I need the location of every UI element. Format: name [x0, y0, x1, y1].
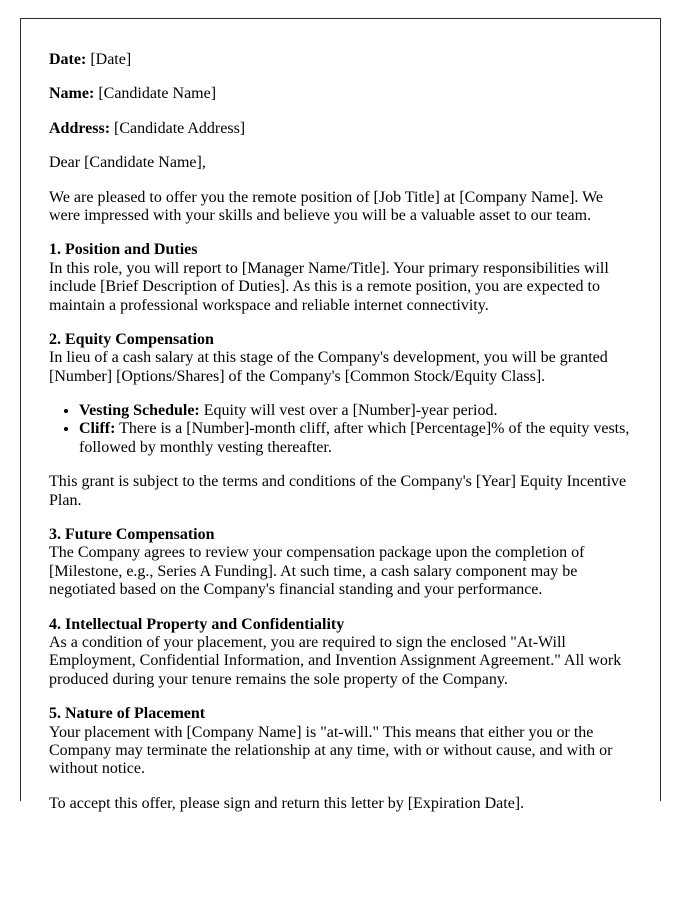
- section-2-heading: 2. Equity Compensation: [49, 330, 214, 348]
- section-ip-confidentiality: [49, 616, 632, 690]
- salutation: Dear [Candidate Name],: [49, 154, 206, 172]
- name-value: [Candidate Name]: [98, 85, 217, 103]
- address-label: Address:: [49, 119, 111, 137]
- vesting-schedule-text: Equity will vest over a [Number]-year period.: [203, 402, 498, 420]
- date-field: [49, 51, 632, 69]
- section-4-body: As a condition of your placement, you are required to sign the enclosed "At-Will Employment, Confidential Information, and Invention Assignment Agreement." All work produced during your tenure remains the sole property of the Company.: [49, 633, 622, 688]
- section-1-body: In this role, you will report to [Manager Name/Title]. Your primary responsibilities will include [Brief Description of Duties]. As this is a remote position, you are expected to maintain a professional workspace and reliable internet connectivity.: [49, 259, 609, 314]
- cliff-label: Cliff:: [79, 420, 116, 438]
- section-equity-compensation: [49, 331, 632, 386]
- section-future-compensation: [49, 526, 632, 600]
- section-5-heading: 5. Nature of Placement: [49, 705, 206, 723]
- equity-bullet-list: [49, 402, 632, 457]
- grant-note-paragraph: This grant is subject to the terms and conditions of the Company's [Year] Equity Incentive Plan.: [49, 473, 627, 509]
- section-position-and-duties: [49, 241, 632, 315]
- section-1-heading: 1. Position and Duties: [49, 241, 198, 259]
- offer-letter-document: [20, 18, 661, 812]
- name-field: [49, 85, 632, 103]
- vesting-schedule-label: Vesting Schedule:: [79, 402, 200, 420]
- section-nature-of-placement: [49, 705, 632, 779]
- cliff-text: There is a [Number]-month cliff, after which [Percentage]% of the equity vests, followed by monthly vesting thereafter.: [79, 420, 630, 456]
- list-item: [79, 402, 632, 420]
- name-label: Name:: [49, 85, 95, 103]
- closing-paragraph: To accept this offer, please sign and return this letter by [Expiration Date].: [49, 794, 525, 812]
- date-label: Date:: [49, 51, 87, 68]
- section-3-body: The Company agrees to review your compensation package upon the completion of [Milestone, e.g., Series A Funding]. At such time, a cash salary component may be negotiated based on the Company's financial standing and your performance.: [49, 544, 585, 599]
- date-value: [Date]: [90, 51, 132, 68]
- address-value: [Candidate Address]: [114, 119, 246, 137]
- section-5-body: Your placement with [Company Name] is "at-will." This means that either you or the Company may terminate the relationship at any time, with or without cause, and with or without notice.: [49, 723, 613, 778]
- list-item: [79, 420, 632, 457]
- section-2-body: In lieu of a cash salary at this stage of the Company's development, you will be granted [Number] [Options/Shares] of the Company's [Common Stock/Equity Class].: [49, 349, 608, 385]
- section-4-heading: 4. Intellectual Property and Confidentiality: [49, 615, 345, 633]
- address-field: [49, 120, 632, 138]
- intro-paragraph: We are pleased to offer you the remote position of [Job Title] at [Company Name]. We were impressed with your skills and believe you will be a valuable asset to our team.: [49, 188, 604, 224]
- section-3-heading: 3. Future Compensation: [49, 526, 215, 544]
